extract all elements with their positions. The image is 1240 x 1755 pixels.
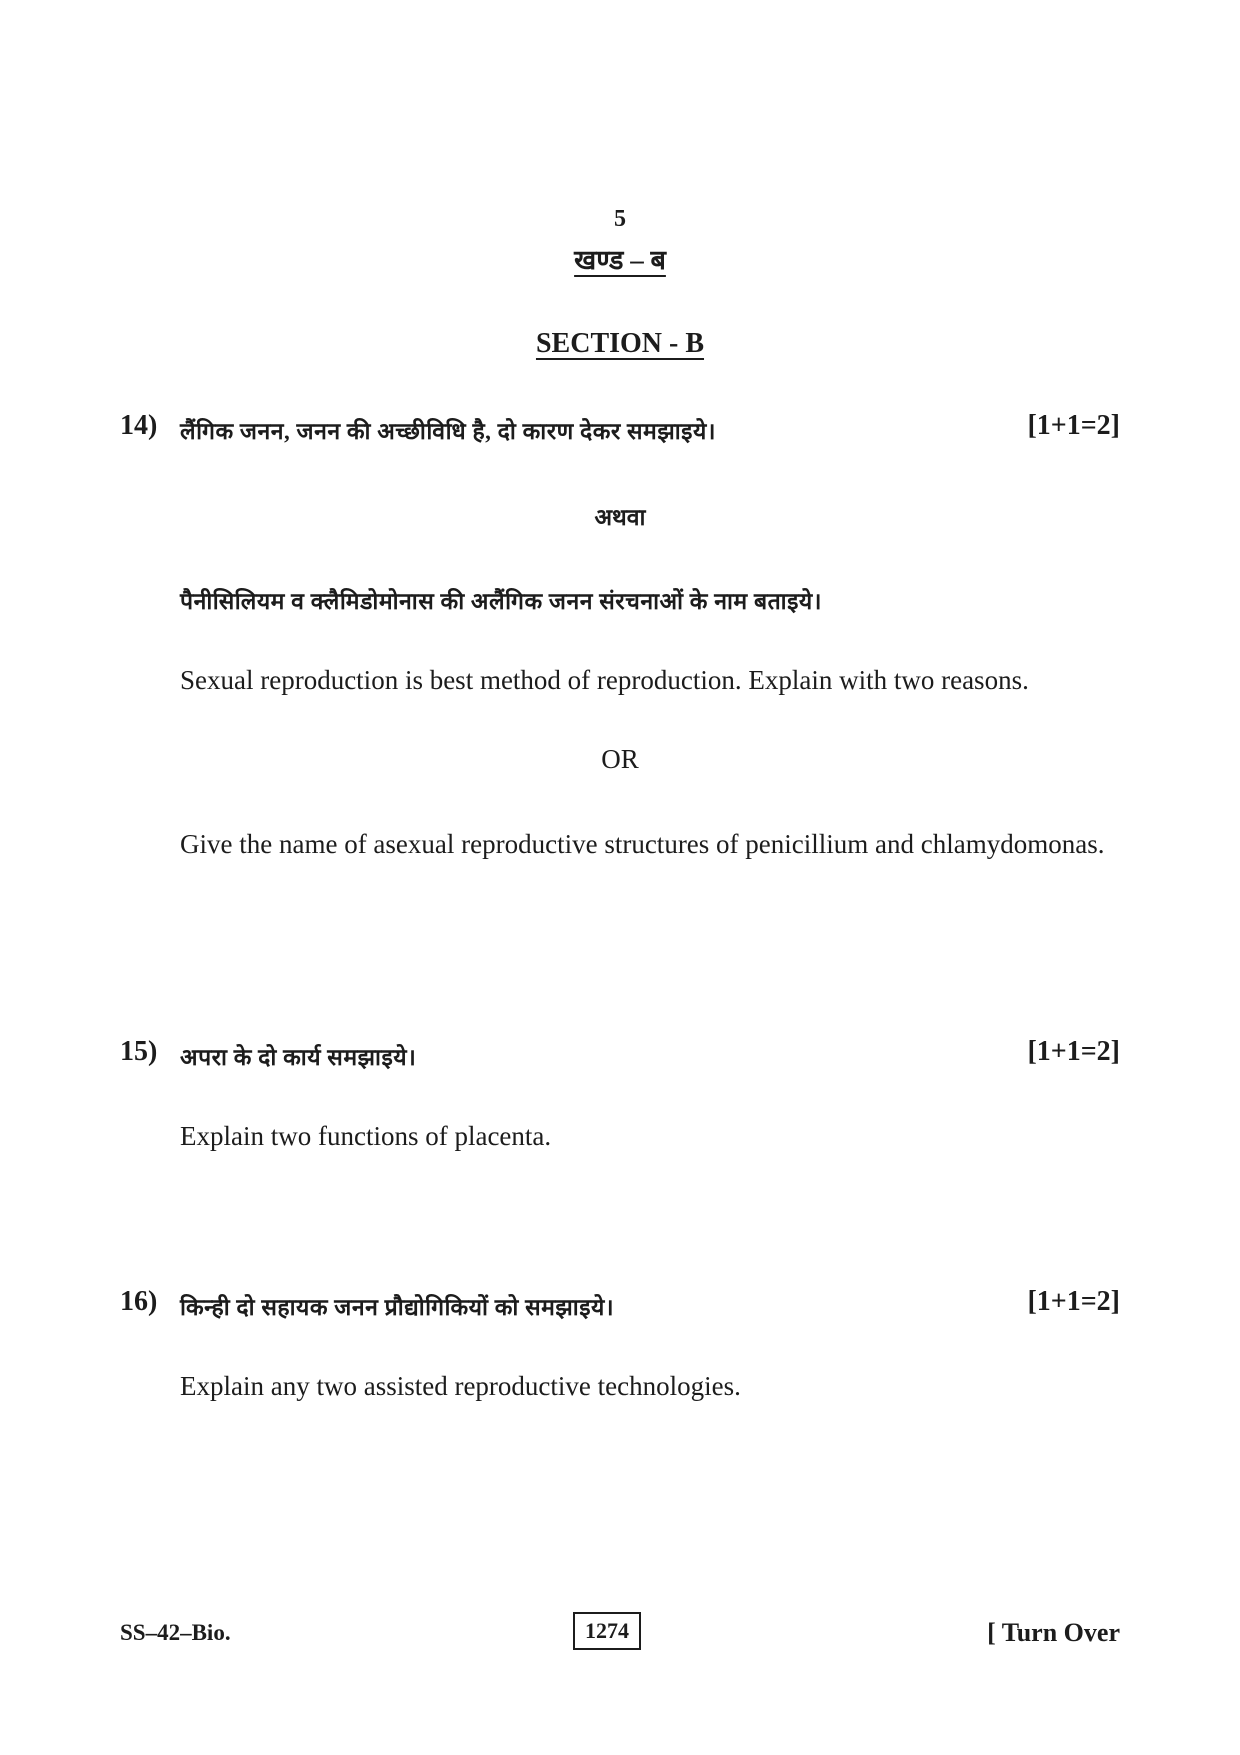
question-marks: [1+1=2] xyxy=(1027,410,1120,441)
question-marks: [1+1=2] xyxy=(1027,1036,1120,1067)
or-divider-hindi: अथवा xyxy=(594,505,646,530)
question-number: 16) xyxy=(120,1286,158,1317)
question-text-english: Explain two functions of placenta. xyxy=(180,1121,552,1151)
turn-over-label: [ Turn Over xyxy=(987,1618,1120,1647)
section-heading-hindi-text: खण्ड – ब xyxy=(574,245,666,275)
question-number: 14) xyxy=(120,410,158,441)
question-alt-text-hindi: पैनीसिलियम व क्लैमिडोमोनास की अलैंगिक जनन संरचनाओं के नाम बताइये। xyxy=(180,589,822,614)
question-number: 15) xyxy=(120,1036,158,1067)
question-text-english: Sexual reproduction is best method of reproduction. Explain with two reasons. xyxy=(180,665,1029,695)
section-heading-english xyxy=(0,328,1240,360)
question-marks: [1+1=2] xyxy=(1027,1286,1120,1317)
page-number: 5 xyxy=(614,206,626,232)
question-text-hindi: लैंगिक जनन, जनन की अच्छीविधि है, दो कारण देकर समझाइये। xyxy=(180,419,717,444)
question-alt-text-english: Give the name of asexual reproductive structures of penicillium and chlamydomonas. xyxy=(180,829,1105,859)
question-text-hindi: किन्ही दो सहायक जनन प्रौद्योगिकियों को समझाइये। xyxy=(180,1295,615,1320)
paper-code: SS–42–Bio. xyxy=(120,1620,231,1645)
section-heading-hindi xyxy=(0,240,1240,277)
question-text-hindi: अपरा के दो कार्य समझाइये। xyxy=(180,1045,417,1070)
section-heading-english-text: SECTION - B xyxy=(535,328,705,359)
or-divider-english: OR xyxy=(601,744,639,774)
boxed-page-code: 1274 xyxy=(573,1612,641,1650)
question-text-english: Explain any two assisted reproductive technologies. xyxy=(180,1371,741,1401)
